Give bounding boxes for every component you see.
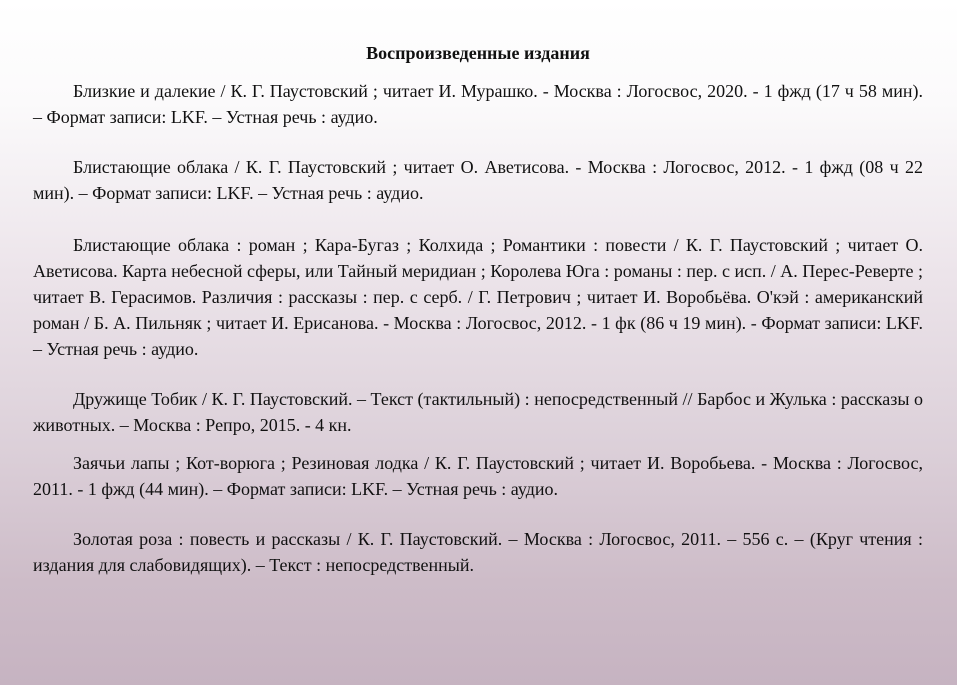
bibliography-entry: Золотая роза : повесть и рассказы / К. Г. Паустовский. – Москва : Логосвос, 2011. – 556 с. – (Круг чтения : издания для слабовидящих). – Текст : непосредственный. <box>33 529 923 575</box>
bibliography-entry: Близкие и далекие / К. Г. Паустовский ; читает И. Мурашко. - Москва : Логосвос, 2020. - 1 фжд (17 ч 58 мин). – Формат записи: LKF. – Устная речь : аудио. <box>33 81 923 127</box>
page-title: Воспроизведенные издания <box>366 43 590 63</box>
bibliography-entry: Блистающие облака : роман ; Кара-Бугаз ; Колхида ; Романтики : повести / К. Г. Паустовский ; читает О. Аветисова. Карта небесной сферы, или Тайный меридиан ; Королева Юга : романы : пер. с исп. / А. Перес-Реверте ; читает В. Герасимов. Различия : рассказы : пер. с серб. / Г. Петрович ; читает И. Воробьёва. О'кэй : американский роман / Б. А. Пильняк ; читает И. Ерисанова. - Москва : Логосвос, 2012. - 1 фк (86 ч 19 мин). - Формат записи: LKF. – Устная речь : аудио. <box>33 235 923 359</box>
bibliography-entry: Блистающие облака / К. Г. Паустовский ; читает О. Аветисова. - Москва : Логосвос, 2012. - 1 фжд (08 ч 22 мин). – Формат записи: LKF. – Устная речь : аудио. <box>33 157 923 203</box>
slide <box>33 40 923 578</box>
bibliography-entry: Дружище Тобик / К. Г. Паустовский. – Текст (тактильный) : непосредственный // Барбос и Жулька : рассказы о животных. – Москва : Репро, 2015. - 4 кн. <box>33 389 923 435</box>
bibliography-entry: Заячьи лапы ; Кот-ворюга ; Резиновая лодка / К. Г. Паустовский ; читает И. Воробьева. - Москва : Логосвос, 2011. - 1 фжд (44 мин). – Формат записи: LKF. – Устная речь : аудио. <box>33 453 923 499</box>
